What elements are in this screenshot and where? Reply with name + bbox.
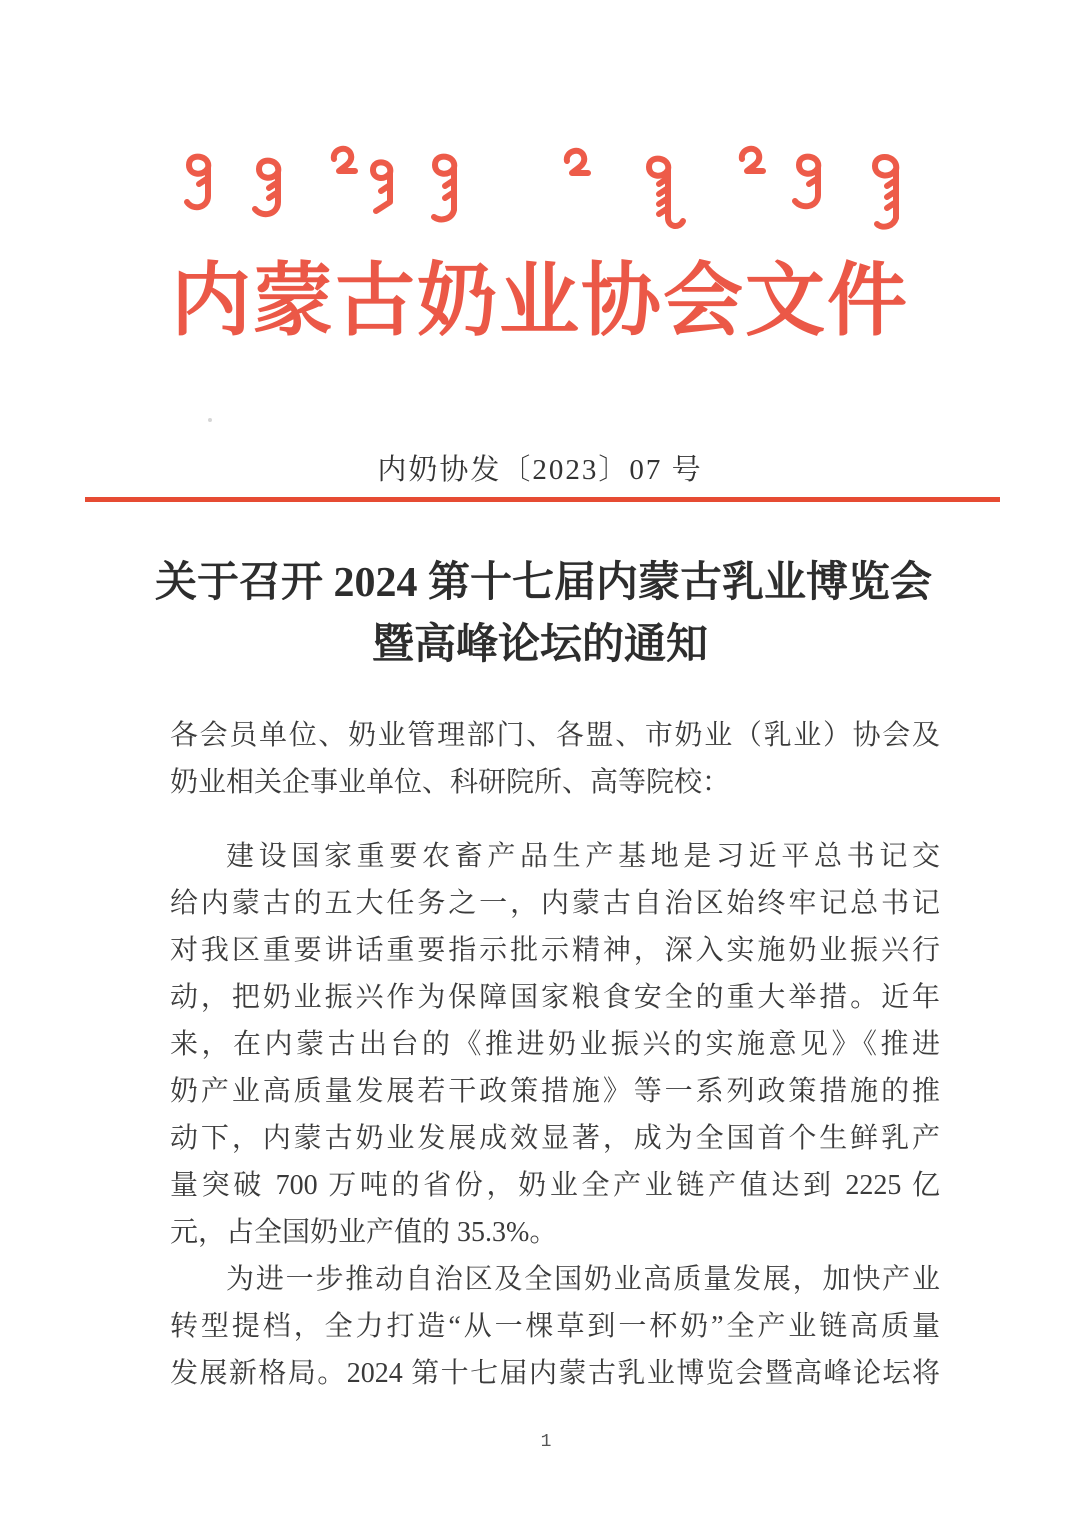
body-line: 来，在内蒙古出台的《推进奶业振兴的实施意见》《推进 [170, 1029, 940, 1060]
salutation [170, 712, 940, 806]
red-header-rule [85, 497, 1000, 502]
scan-artifact-dot [208, 418, 212, 422]
mongolian-script-icon [0, 140, 1080, 240]
body-line: 奶产业高质量发展若干政策措施》等一系列政策措施的推 [170, 1076, 940, 1107]
body-line: 动下，内蒙古奶业发展成效显著，成为全国首个生鲜乳产 [170, 1123, 940, 1154]
paragraph [170, 1256, 940, 1397]
document-title-line1: 关于召开 2024 第十七届内蒙古乳业博览会 [155, 560, 933, 606]
paragraph-spacer [170, 806, 940, 833]
body-line: 为进一步推动自治区及全国奶业高质量发展，加快产业 [226, 1264, 940, 1295]
body-line: 建设国家重要农畜产品生产基地是习近平总书记交 [226, 841, 940, 872]
document-title [155, 552, 933, 676]
doc-number: 内奶协发〔2023〕07 号 [377, 454, 703, 486]
page-number: 1 [540, 1432, 552, 1452]
body-line: 各会员单位、奶业管理部门、各盟、市奶业（乳业）协会及 [170, 720, 940, 751]
body-line: 发展新格局。2024 第十七届内蒙古乳业博览会暨高峰论坛将 [170, 1358, 940, 1389]
body-line: 给内蒙古的五大任务之一，内蒙古自治区始终牢记总书记 [170, 888, 940, 919]
body-line: 转型提档，全力打造“从一棵草到一杯奶”全产业链高质量 [170, 1311, 940, 1342]
org-title: 内蒙古奶业协会文件 [171, 258, 909, 346]
document-title-line2: 暨高峰论坛的通知 [371, 622, 708, 668]
body-line: 对我区重要讲话重要指示批示精神，深入实施奶业振兴行 [170, 935, 940, 966]
document-body [170, 712, 940, 1397]
body-line: 动，把奶业振兴作为保障国家粮食安全的重大举措。近年 [170, 982, 940, 1013]
body-line: 元，占全国奶业产值的 35.3%。 [170, 1217, 558, 1248]
body-line: 奶业相关企事业单位、科研院所、高等院校： [170, 767, 731, 798]
paragraph [170, 833, 940, 1256]
body-line: 量突破 700 万吨的省份，奶业全产业链产值达到 2225 亿 [170, 1170, 940, 1201]
